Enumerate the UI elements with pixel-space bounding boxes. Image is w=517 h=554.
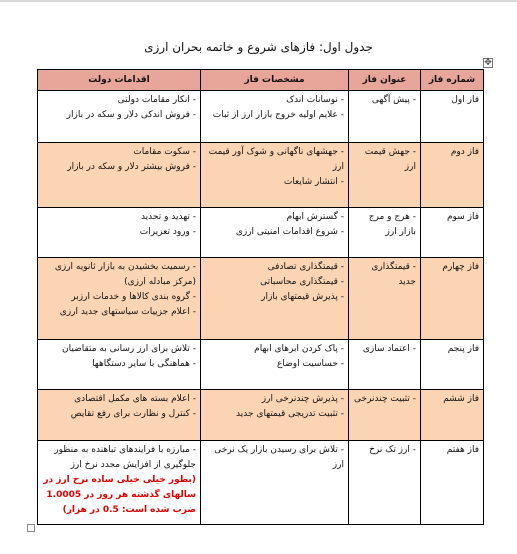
- action-item: - انکار مقامات دولتی: [117, 95, 196, 105]
- phase-features-cell: [201, 441, 349, 525]
- phase-title-cell: - تثبیت چندنرخی: [349, 390, 421, 441]
- table-row: [38, 91, 484, 143]
- phase-features-cell: [201, 390, 349, 441]
- feature-item: - گسترش ابهام: [286, 212, 344, 222]
- phase-features-cell: [201, 91, 349, 143]
- government-actions-cell: [38, 340, 201, 390]
- header-phase-features: مشخصات فاز: [201, 70, 349, 91]
- phases-table: [37, 69, 484, 525]
- table-resize-handle[interactable]: [27, 524, 35, 532]
- page-top-rule: [0, 0, 517, 2]
- government-actions-cell: [38, 390, 201, 441]
- phase-title-cell: - پیش آگهی: [349, 91, 421, 143]
- action-item: - تلاش برای ارز رسانی به متقاضیان: [62, 344, 196, 354]
- header-phase-number: شماره فاز: [421, 70, 484, 91]
- action-item: - تهدید و تحدید: [140, 212, 196, 222]
- table-caption: جدول اول: فازهای شروع و خاتمه بحران ارزی: [144, 40, 373, 54]
- phase-title-cell: - هرج و مرج بازار ارز: [349, 208, 421, 258]
- feature-item: - تثبیت تدریجی قیمتهای جدید: [236, 409, 344, 419]
- phase-features-cell: [201, 208, 349, 258]
- table-row: [38, 441, 484, 525]
- feature-item: - پذیرش قیمتهای بازار: [261, 292, 344, 302]
- phase-number-cell: فاز سوم: [421, 208, 484, 258]
- action-item: - هماهنگی با سایر دستگاهها: [92, 359, 196, 369]
- table-row: [38, 258, 484, 340]
- feature-item: - انتشار شایعات: [283, 177, 344, 187]
- government-actions-cell: [38, 143, 201, 208]
- header-phase-title: عنوان فاز: [349, 70, 421, 91]
- phase-features-cell: [201, 143, 349, 208]
- feature-item: - تلاش برای رسیدن بازار یک نرخی ارز: [214, 445, 344, 470]
- action-item: - مبارزه با فرایندهای تباهنده به منظور جلوگیری از افزایش مجدد نرخ ارز: [54, 445, 196, 470]
- action-item: - فروش اندکی دلار و سکه در بازار: [66, 110, 196, 120]
- feature-item: - شروع اقدامات امنیتی ارزی: [235, 227, 344, 237]
- action-item: - ورود تعزیرات: [139, 227, 196, 237]
- action-item: - رسمیت بخشیدن به بازار ثانویه ارزی (مرکز مبادله ارزی): [54, 262, 196, 287]
- phase-features-cell: [201, 258, 349, 340]
- table-row: [38, 208, 484, 258]
- feature-item: - علایم اولیه خروج بازار ارز از ثبات: [212, 110, 344, 120]
- feature-item: - قیمتگذاری تصادفی: [267, 262, 344, 272]
- government-actions-cell: [38, 258, 201, 340]
- phase-number-cell: فاز هفتم: [421, 441, 484, 525]
- action-item: - اعلام جزییات سیاستهای جدید ارزی: [59, 307, 196, 317]
- phase-number-cell: فاز پنجم: [421, 340, 484, 390]
- phase-features-cell: [201, 340, 349, 390]
- phase-number-cell: فاز ششم: [421, 390, 484, 441]
- phase-number-cell: فاز اول: [421, 91, 484, 143]
- phase-title-cell: - ارز تک نرخ: [349, 441, 421, 525]
- table-header-row: [38, 70, 484, 91]
- feature-item: - جهشهای ناگهانی و شوک آور قیمت ارز: [208, 147, 344, 172]
- table-row: [38, 390, 484, 441]
- table-move-handle-icon[interactable]: ✥: [484, 58, 492, 68]
- action-item: - فروش بیشتر دلار و سکه در بازار: [67, 162, 196, 172]
- government-actions-cell: [38, 208, 201, 258]
- feature-item: - قیمتگذاری محاسباتی: [260, 277, 344, 287]
- phase-number-cell: فاز دوم: [421, 143, 484, 208]
- phase-title-cell: - قیمتگذاری جدید: [349, 258, 421, 340]
- government-actions-cell: [38, 441, 201, 525]
- government-actions-cell: [38, 91, 201, 143]
- feature-item: - حساسیت اوضاع: [277, 359, 344, 369]
- phase-number-cell: فاز چهارم: [421, 258, 484, 340]
- table-row: [38, 143, 484, 208]
- action-item: - کنترل و نظارت برای رفع تقایص: [70, 409, 196, 419]
- feature-item: - نوسانات اندک: [286, 95, 344, 105]
- highlighted-note: (بطور خیلی خیلی ساده نرخ ارز در سالهای گذشته هر روز در 1.0005 ضرب شده است: 0.5 در هزار): [43, 475, 196, 515]
- table-row: [38, 340, 484, 390]
- phase-title-cell: - جهش قیمت ارز: [349, 143, 421, 208]
- feature-item: - پذیرش چندنرخی ارز: [261, 394, 344, 404]
- action-item: - گروه بندی کالاها و خدمات ارزبر: [71, 292, 196, 302]
- header-government-actions: اقدامات دولت: [38, 70, 201, 91]
- phase-title-cell: - اعتماد سازی: [349, 340, 421, 390]
- feature-item: - پاک کردن ابرهای ابهام: [254, 344, 344, 354]
- action-item: - سکوت مقامات: [133, 147, 196, 157]
- action-item: - اعلام بسته های مکمل اقتصادی: [74, 394, 196, 404]
